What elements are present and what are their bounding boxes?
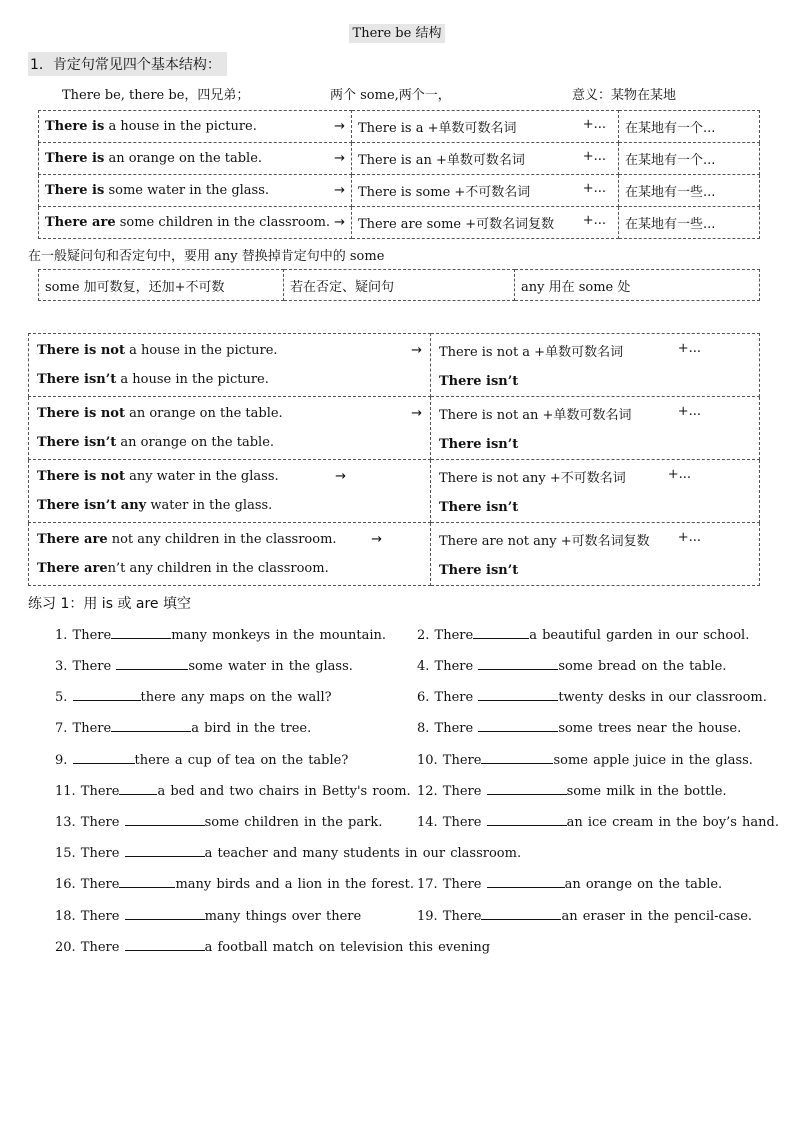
example-cell: There is not a house in the picture. → There isn’t a house in the picture.: [29, 334, 431, 397]
meaning-cell: 在某地有一些...: [619, 207, 760, 239]
exercise-item: 9. there a cup of tea on the table?: [55, 753, 349, 768]
example-cell: There are not any children in the classroom. → There aren’t any children in the classroom.: [29, 523, 431, 586]
exercise-item: 16. There many birds and a lion in the forest.: [55, 877, 414, 892]
meaning-cell: 在某地有一个...: [619, 143, 760, 175]
example-cell: There are some children in the classroom. →: [39, 207, 352, 239]
meaning-cell: 在某地有一个...: [619, 111, 760, 143]
answer-blank[interactable]: [487, 876, 565, 888]
exercise-item: 6. There twenty desks in our classroom.: [417, 690, 767, 705]
exercise-item: 20. There a football match on television this evening: [55, 940, 491, 955]
answer-blank[interactable]: [111, 720, 191, 732]
answer-blank[interactable]: [73, 752, 135, 764]
answer-blank[interactable]: [473, 627, 529, 639]
answer-blank[interactable]: [125, 939, 205, 951]
rule-cell: 若在否定、疑问句: [284, 270, 515, 301]
table-row: [29, 397, 760, 460]
exercise-item: 14. There an ice cream in the boy’s hand.: [417, 815, 779, 830]
exercise-item: 17. There an orange on the table.: [417, 877, 723, 892]
example-cell: There is not any water in the glass. → There isn’t any water in the glass.: [29, 460, 431, 523]
table-row: [29, 460, 760, 523]
rule-note: 在一般疑问句和否定句中，要用 any 替换掉肯定句中的 some: [28, 249, 385, 264]
section-heading: 1．肯定句常见四个基本结构：: [28, 52, 227, 76]
arrow-icon: →: [411, 406, 422, 421]
table-row: [39, 270, 760, 301]
answer-blank[interactable]: [116, 658, 188, 670]
meaning-cell: 在某地有一些...: [619, 175, 760, 207]
exercise-item: 3. There some water in the glass.: [55, 659, 353, 674]
some-any-rule-table: [38, 269, 760, 301]
pattern-cell: There is some +不可数名词 +...: [352, 175, 619, 207]
exercise-item: 2. There a beautiful garden in our school.: [417, 628, 750, 643]
exercise-item: 12. There some milk in the bottle.: [417, 784, 727, 799]
example-cell: There is some water in the glass. →: [39, 175, 352, 207]
pattern-cell: There are not any +可数名词复数 +... There isn’t: [431, 523, 760, 586]
answer-blank[interactable]: [481, 908, 561, 920]
page-title: There be 结构: [0, 22, 794, 41]
arrow-icon: →: [334, 215, 345, 230]
pattern-cell: There is a +单数可数名词 +...: [352, 111, 619, 143]
pattern-cell: There is an +单数可数名词 +...: [352, 143, 619, 175]
example-cell: There is not an orange on the table. → There isn’t an orange on the table.: [29, 397, 431, 460]
answer-blank[interactable]: [487, 783, 567, 795]
rule-cell: some 加可数复，还加+不可数: [39, 270, 284, 301]
arrow-icon: →: [334, 151, 345, 166]
table-row: [39, 111, 760, 143]
answer-blank[interactable]: [478, 720, 558, 732]
pattern-cell: There are some +可数名词复数 +...: [352, 207, 619, 239]
exercise-item: 13. There some children in the park.: [55, 815, 383, 830]
pattern-cell: There is not any +不可数名词 +... There isn’t: [431, 460, 760, 523]
answer-blank[interactable]: [119, 783, 157, 795]
example-cell: There is an orange on the table. →: [39, 143, 352, 175]
exercise-item: 4. There some bread on the table.: [417, 659, 727, 674]
arrow-icon: →: [335, 469, 346, 484]
exercise-item: 15. There a teacher and many students in our classroom.: [55, 846, 522, 861]
pattern-cell: There is not an +单数可数名词 +... There isn’t: [431, 397, 760, 460]
rule-cell: any 用在 some 处: [515, 270, 760, 301]
answer-blank[interactable]: [125, 908, 205, 920]
affirmative-table: [38, 110, 760, 239]
table-row: [39, 207, 760, 239]
table-row: [39, 143, 760, 175]
arrow-icon: →: [334, 119, 345, 134]
example-cell: There is a house in the picture. →: [39, 111, 352, 143]
answer-blank[interactable]: [125, 814, 205, 826]
arrow-icon: →: [411, 343, 422, 358]
answer-blank[interactable]: [119, 876, 175, 888]
exercise-item: 10. There some apple juice in the glass.: [417, 753, 753, 768]
answer-blank[interactable]: [478, 689, 558, 701]
negative-table: [28, 333, 760, 586]
exercise-item: 19. There an eraser in the pencil-case.: [417, 909, 753, 924]
answer-blank[interactable]: [481, 752, 553, 764]
arrow-icon: →: [334, 183, 345, 198]
intro-rhyme-2: 两个 some,两个一，: [330, 88, 451, 103]
answer-blank[interactable]: [111, 627, 171, 639]
exercise-item: 7. There a bird in the tree.: [55, 721, 312, 736]
intro-meaning: 意义：某物在某地: [572, 88, 677, 103]
exercise-item: 5. there any maps on the wall?: [55, 690, 332, 705]
table-row: [29, 523, 760, 586]
exercise-item: 1. There many monkeys in the mountain.: [55, 628, 386, 643]
table-row: [39, 175, 760, 207]
intro-rhyme-1: There be, there be，四兄弟；: [62, 88, 250, 103]
exercise-item: 11. There a bed and two chairs in Betty's room.: [55, 784, 411, 799]
answer-blank[interactable]: [73, 689, 141, 701]
arrow-icon: →: [371, 532, 382, 547]
table-row: [29, 334, 760, 397]
answer-blank[interactable]: [125, 845, 205, 857]
answer-blank[interactable]: [487, 814, 567, 826]
answer-blank[interactable]: [478, 658, 558, 670]
exercise-item: 8. There some trees near the house.: [417, 721, 742, 736]
exercise-title: 练习 1：用 is 或 are 填空: [28, 596, 191, 612]
pattern-cell: There is not a +单数可数名词 +... There isn’t: [431, 334, 760, 397]
exercise-item: 18. There many things over there: [55, 909, 362, 924]
